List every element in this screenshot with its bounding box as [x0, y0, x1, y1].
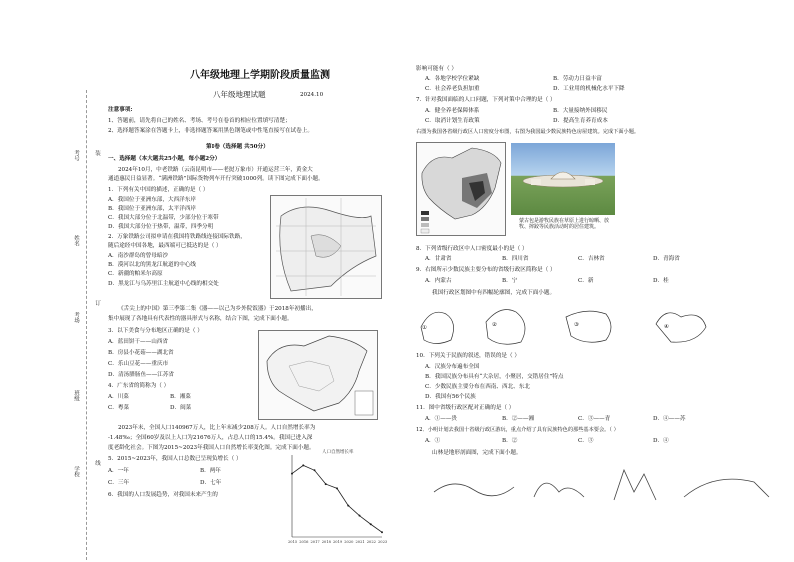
notice-line-1: 1、答题前，请先将自己的姓名、考场、考号在卷首的相应位置填写清楚；	[108, 118, 291, 124]
q4-option-c[interactable]: C．粤菜	[108, 405, 130, 411]
chart-x-tick: 2020	[344, 540, 354, 544]
q6-stem: 6．我国的人口发展趋势，对我国未来产生的	[108, 492, 218, 498]
province-outlines	[416, 302, 786, 352]
q1-option-d[interactable]: D．我国大部分位于热带，温带，四季分明	[108, 224, 214, 230]
population-chart	[282, 445, 386, 550]
q1-option-a[interactable]: A．我国位于亚洲东部，大西洋东岸	[108, 197, 196, 203]
intro-1b: 通道惠民日益显著。“满洲铁路”国际货物列车开行突破1000列。读下图完成下面小题。	[108, 176, 324, 182]
q7-option-b[interactable]: B．大量接纳外国移民	[553, 108, 608, 114]
photo-caption: 蒙古包是游牧民族在草原上进行晾晒、放牧、摔跤等民族活动时的居住建筑。	[519, 218, 610, 230]
notice-head: 注意事项:	[108, 107, 133, 113]
asia-map	[270, 195, 382, 299]
notice-line-2: 2、选择题答案涂在答题卡上，非选择题答案用黑色钢笔或中性笔直接写在试卷上。	[108, 128, 313, 134]
q3-option-a[interactable]: A．蓝田饼干——山西省	[108, 339, 168, 345]
q4-option-b[interactable]: B．湘菜	[170, 394, 191, 400]
q2-stem: 2．万象铁路公司拟申请在我国将铁路线连接国际铁路，	[108, 234, 246, 240]
intro-3c: 度老龄化社会。下图为2015~2023年我国人口自然增长率变化图。完成下面小题。	[108, 445, 315, 451]
q9-stem: 9．右图所示少数民族主要分布的省级行政区简称是（ ）	[416, 267, 556, 273]
q5-option-c[interactable]: C．三年	[108, 480, 130, 486]
chart-x-tick: 2021	[355, 540, 365, 544]
q5-option-b[interactable]: B．两年	[200, 468, 221, 474]
q7-option-c[interactable]: C．取消计划生育政策	[425, 118, 480, 124]
q11-option-d[interactable]: D．④——苏	[653, 416, 686, 422]
q7-option-d[interactable]: D．提高生育养育成本	[553, 118, 608, 124]
q6-option-d[interactable]: D．工业用的机械化水平下降	[553, 86, 625, 92]
chart-x-tick: 2019	[333, 540, 343, 544]
chart-x-tick: 2015	[288, 540, 298, 544]
q12-option-a[interactable]: A．①	[425, 438, 441, 444]
q12-stem: 12．小明计划去我国十省级行政区游玩，重点介绍了具有民族特色的那些基本要会。（ ）	[416, 427, 619, 433]
map-label-1: ①	[422, 325, 428, 331]
chart-point	[336, 487, 338, 489]
q6-option-b[interactable]: B．劳动力日益丰富	[553, 76, 602, 82]
label-xuexiao: 学校	[73, 466, 79, 477]
province-3-outline	[566, 311, 611, 342]
bottom-note: 山林是地形剖面图，完成下面小题。	[432, 450, 522, 456]
q10-stem: 10．下列关于民族的叙述，错误的是（ ）	[416, 353, 520, 359]
q3-stem: 3．以下美食与分布地区正确的是（ ）	[108, 328, 203, 334]
part-one-title: 第Ⅰ卷（选择题 共50分）	[206, 144, 269, 150]
page-subtitle: 八年级地理试题	[213, 90, 266, 99]
intro-2a: 《舌尖上的中国》第三季第二集《器——以己为乡外院饭器》于2018年初播出，	[118, 306, 317, 312]
chart-x-tick: 2018	[321, 540, 331, 544]
density-map-drawing	[417, 143, 505, 235]
q12-option-b[interactable]: B．②	[502, 438, 518, 444]
chart-point	[359, 515, 361, 517]
map-label-4: ④	[664, 324, 670, 330]
section-one-title: 一、选择题（本大题共25小题，每小题2分）	[108, 156, 221, 162]
terrain-4	[684, 479, 769, 497]
intro-3b: -1.48‰；全国60岁及以上人口为21676万人，占总人口的15.4%。我国已进入深	[108, 435, 313, 441]
q10-option-a[interactable]: A．汉族分布遍布全国	[425, 364, 480, 370]
q11-option-a[interactable]: A．①——贵	[425, 416, 458, 422]
chart-point	[325, 483, 327, 485]
chart-title: 人口自然增长率	[322, 450, 354, 455]
label-banji: 班级	[73, 390, 79, 401]
yurt-drawing	[511, 143, 615, 215]
population-chart-svg	[282, 445, 386, 550]
q9-option-d[interactable]: D．桂	[653, 278, 669, 284]
china-map	[258, 330, 378, 420]
q2-stem2: 随后途经中国各地，最西端可已抵达的是（ ）	[108, 243, 222, 249]
right-intro-1: 右图为我国各省级行政区人口密度分布图，右图为我国最少数民族特色房屋建筑。完成下面小题。	[416, 129, 640, 135]
label-xingming: 姓名	[73, 235, 79, 246]
q2-option-c[interactable]: C．新疆的帕米尔高原	[108, 271, 163, 277]
q9-option-c[interactable]: C．新	[578, 278, 594, 284]
right-intro-2: 我国行政区划图中有四幅轮廓图，完成下面小题。	[432, 290, 556, 296]
q10-option-c[interactable]: C．少数民族主要分布在西南、西北、东北	[425, 384, 530, 390]
q5-stem: 5．2015~2023年，我国人口总数已呈现负增长（ ）	[108, 456, 242, 462]
q5-option-d[interactable]: D．七年	[200, 480, 222, 486]
chart-series-line	[292, 465, 382, 532]
q4-stem: 4．广东省的简称为（ ）	[108, 383, 170, 389]
chart-point	[381, 531, 383, 533]
chart-point	[291, 473, 293, 475]
binding-line	[86, 90, 87, 560]
label-kaochang: 考场	[73, 312, 79, 323]
q7-stem: 7．针对我国面临的人口问题，下列对策中合理的是（ ）	[416, 97, 556, 103]
chart-x-tick: 2022	[366, 540, 376, 544]
q3-option-d[interactable]: D．清汤腊肠鱼——江苏省	[108, 372, 175, 378]
q8-option-d[interactable]: D．青海省	[653, 256, 680, 262]
exam-date: 2024.10	[300, 92, 324, 98]
q3-option-b[interactable]: B．房县小花菇——湖北省	[108, 350, 174, 356]
q11-option-b[interactable]: B．②——湘	[502, 416, 535, 422]
china-map-drawing	[259, 331, 377, 419]
q1-option-b[interactable]: B．我国位于亚洲东部，太平洋西岸	[108, 206, 197, 212]
q1-stem: 1．下列有关中国的描述，正确的是（ ）	[108, 187, 209, 193]
q4-option-d[interactable]: D．闽菜	[170, 405, 192, 411]
q8-stem: 8．下列省级行政区中人口密度最小的是（ ）	[416, 246, 528, 252]
q1-option-c[interactable]: C．我国大部分位于北温带，少部分位于寒带	[108, 215, 219, 221]
q9-option-a[interactable]: A．内蒙古	[425, 278, 452, 284]
q10-option-b[interactable]: B．我国民族分布具有“大杂居，小聚居，交错居住”特点	[425, 374, 564, 380]
q11-stem: 11．图中省级行政区配对正确的是（ ）	[416, 405, 515, 411]
q4-option-a[interactable]: A．川菜	[108, 394, 129, 400]
binding-mark-1: 装	[94, 150, 100, 156]
chart-point	[370, 523, 372, 525]
q3-option-c[interactable]: C．乐山豆花——重庆市	[108, 361, 169, 367]
chart-x-tick: 2016	[299, 540, 309, 544]
q2-option-d[interactable]: D．黑龙江与乌苏里江主航道中心线的相交处	[108, 281, 219, 287]
q7-option-a[interactable]: A．健全养老保障体系	[425, 108, 480, 114]
terrain-2	[534, 483, 584, 497]
q12-option-c[interactable]: C．③	[578, 438, 594, 444]
q6-stem2: 影响可能有（ ）	[416, 66, 457, 72]
q9-option-b[interactable]: B．宁	[502, 278, 518, 284]
asia-map-drawing	[271, 196, 381, 298]
intro-1a: 2024年10月，中老铁路（云南昆明市——老挝万象市）开通运营三年，黄金大	[118, 167, 313, 173]
intro-3a: 2023年末，全国人口140967万人，比上年末减少208万人。人口自然增长率为	[118, 425, 316, 431]
map-label-2: ②	[492, 322, 498, 328]
chart-point	[347, 505, 349, 507]
q2-option-b[interactable]: B．漠河以北的黑龙江航道的中心线	[108, 262, 197, 268]
map-label-3: ③	[574, 322, 580, 328]
q11-option-c[interactable]: C．③——青	[578, 416, 611, 422]
terrain-3	[614, 470, 656, 500]
intro-2b: 集中展现了各地具有代表性的器具形式与名称，结合下图，完成下面小题。	[108, 316, 293, 322]
binding-mark-2: 订	[94, 300, 100, 306]
page-title: 八年级地理上学期阶段质量监测	[190, 70, 330, 81]
yurt-photo	[511, 143, 615, 215]
chart-point	[314, 469, 316, 471]
terrain-1	[434, 484, 514, 496]
binding-mark-3: 线	[94, 460, 100, 466]
chart-x-tick: 2017	[310, 540, 320, 544]
q8-option-b[interactable]: B．四川省	[502, 256, 529, 262]
q8-option-c[interactable]: C．吉林省	[578, 256, 605, 262]
q6-option-c[interactable]: C．社会养老负担加重	[425, 86, 480, 92]
density-map	[416, 142, 506, 236]
chart-x-tick: 2023	[378, 540, 388, 544]
q12-option-d[interactable]: D．④	[653, 438, 669, 444]
terrain-sketches	[424, 462, 784, 512]
q10-option-d[interactable]: D．我国有56个民族	[425, 394, 476, 400]
q8-option-a[interactable]: A．甘肃省	[425, 256, 452, 262]
chart-point	[302, 464, 304, 466]
q6-option-a[interactable]: A．各地学校学位紧缺	[425, 76, 480, 82]
q2-option-a[interactable]: A．南沙群岛的曾母暗沙	[108, 253, 168, 259]
label-kaohao: 考号	[73, 150, 79, 161]
q5-option-a[interactable]: A．一年	[108, 468, 129, 474]
